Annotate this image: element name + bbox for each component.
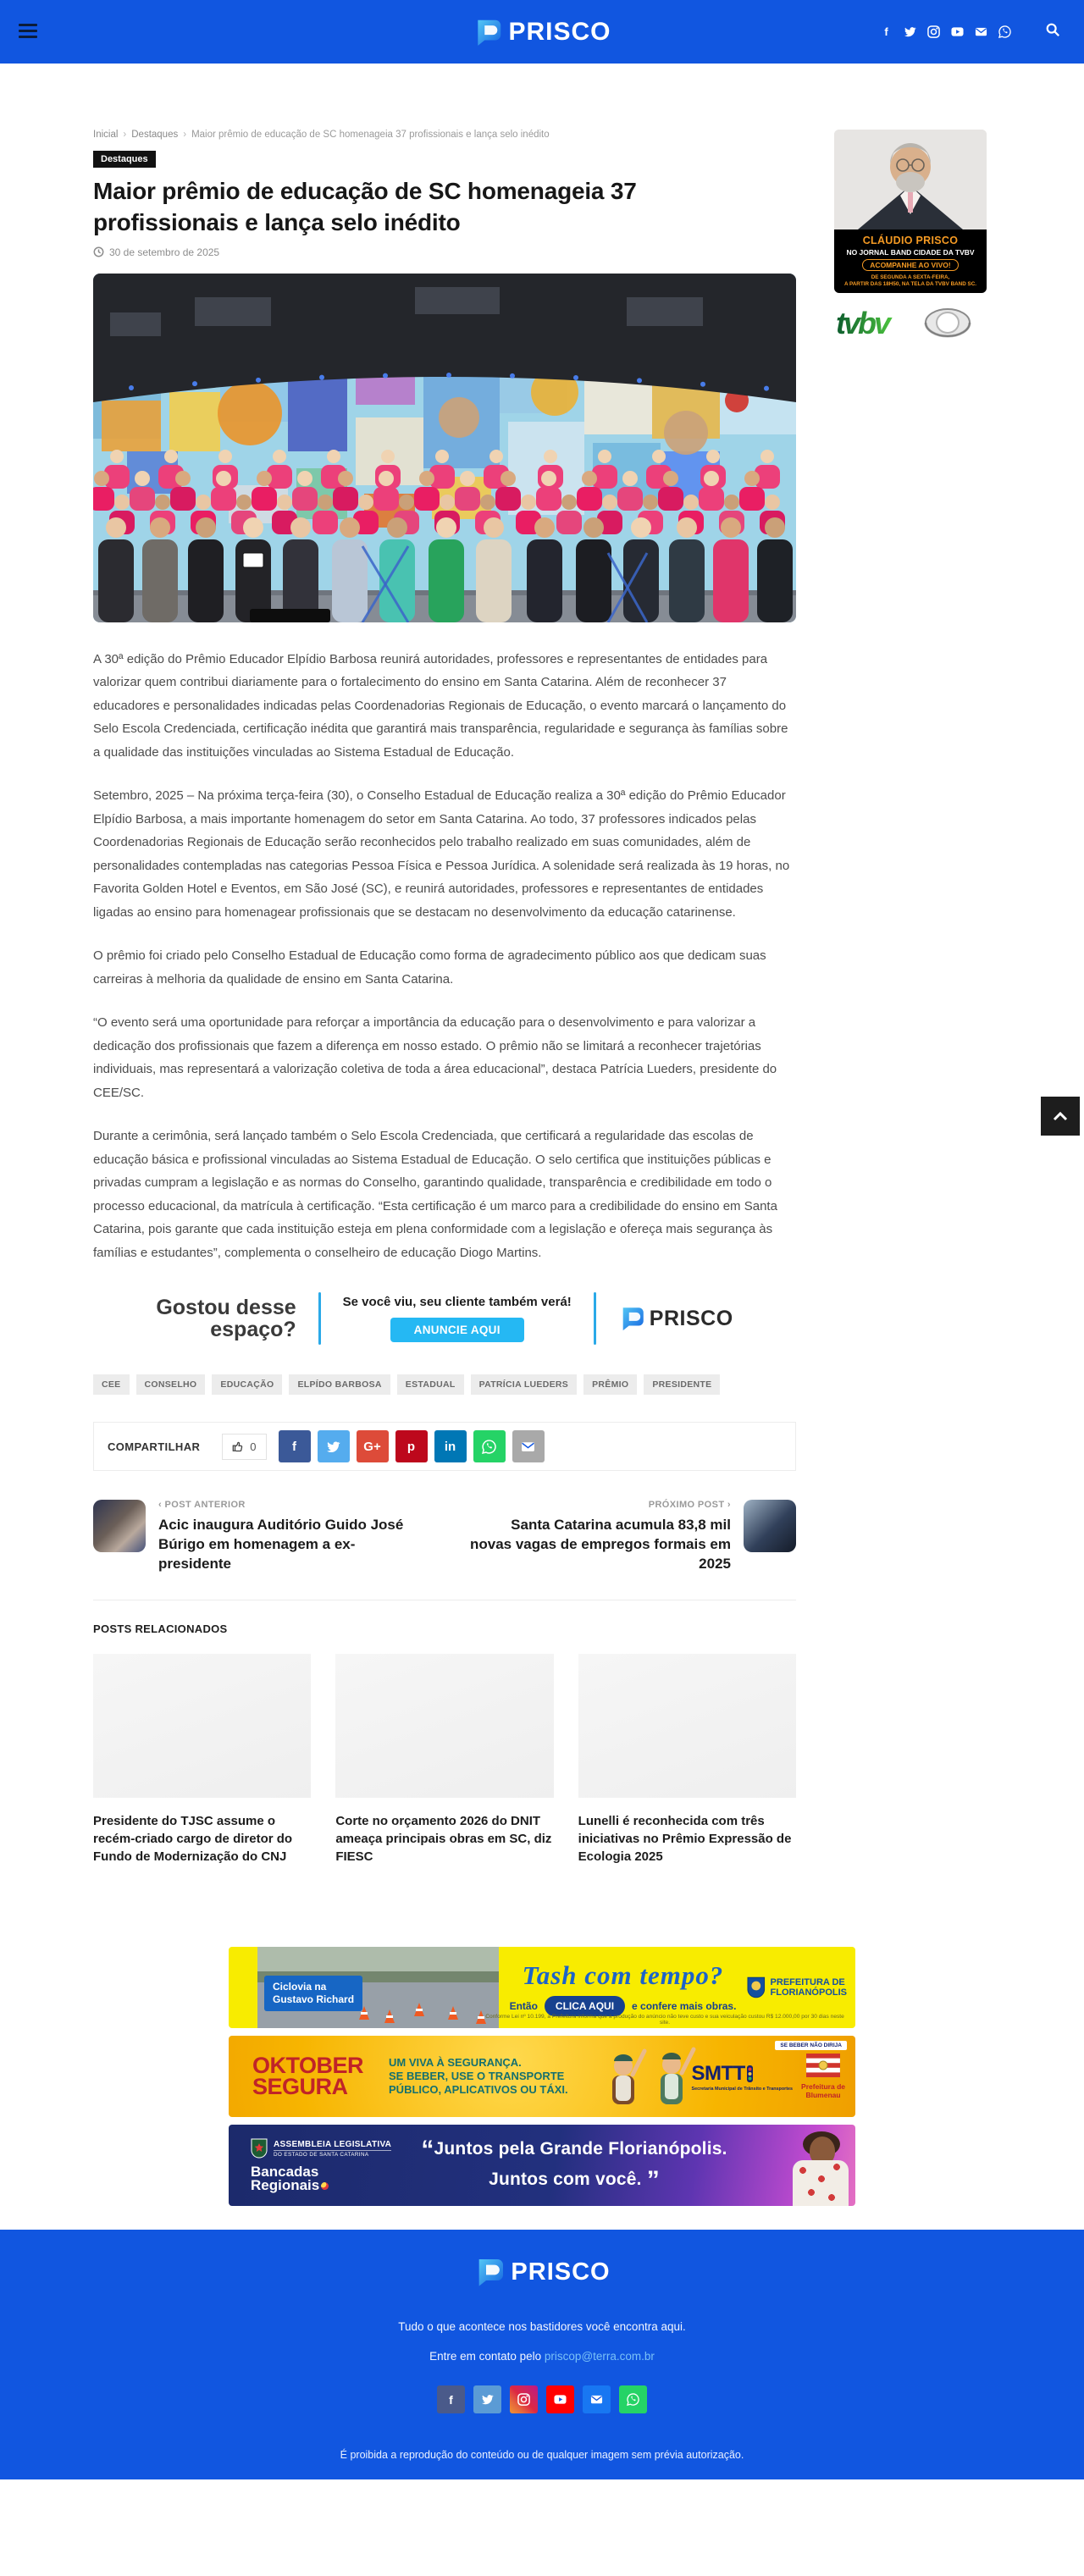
related-post-card[interactable] <box>93 1654 311 1866</box>
promo-phrase: Se você viu, seu cliente também verá! <box>342 1295 572 1310</box>
tag-pill[interactable]: ESTADUAL <box>397 1374 464 1395</box>
footer-tagline: Tudo o que acontece nos bastidores você encontra aqui. <box>398 2320 686 2334</box>
tvbv-logo <box>834 303 912 342</box>
article-paragraph: O prêmio foi criado pelo Conselho Estadual de Educação como forma de agradecimento público aos que dedicam suas carreiras à melhoria da qualidade de ensino em Santa Catarina. <box>93 948 766 987</box>
post-navigation <box>93 1500 796 1574</box>
back-to-top-button[interactable] <box>1041 1097 1080 1136</box>
share-googleplus-button[interactable]: G+ <box>357 1430 389 1462</box>
ad-banner-alesc[interactable] <box>229 2125 855 2206</box>
florianopolis-crest-icon <box>747 1976 766 1998</box>
youtube-icon[interactable] <box>951 25 964 38</box>
advertise-here-button[interactable]: ANUNCIE AQUI <box>390 1318 524 1342</box>
related-post-image-placeholder <box>578 1654 796 1798</box>
like-button[interactable] <box>222 1434 266 1460</box>
tag-pill[interactable]: CONSELHO <box>136 1374 206 1395</box>
promo-divider <box>594 1292 596 1345</box>
oktoberfest-characters <box>568 2036 692 2117</box>
cta-prefix: Então <box>509 2000 538 2013</box>
tag-pill[interactable]: EDUCAÇÃO <box>212 1374 282 1395</box>
smtt-logo: SMTT Secretaria Municipal de Trânsito e Transportes <box>691 2061 794 2092</box>
share-linkedin-button[interactable]: in <box>434 1430 467 1462</box>
previous-post-link[interactable] <box>93 1500 423 1574</box>
footer-contact: Entre em contato pelo priscop@terra.com.br <box>429 2350 655 2363</box>
next-post-label: PRÓXIMO POST › <box>648 1500 731 1511</box>
twitter-icon[interactable] <box>473 2385 501 2413</box>
article-paragraph: A 30ª edição do Prêmio Educador Elpídio Barbosa reunirá autoridades, professores e representantes de entidades para valorizar quem contribui diariamente para o fortalecimento do ensino em Santa Catarina. Além de reconhecer 37 educadores e personalidades indicadas pelas Coordenadorias Regionais de Educação, o evento marcará o lançamento do Selo Escola Credenciada, certificação inédita que garantirá mais transparência, regularidade e segurança às famílias sobre a qualidade das instituições vinculadas ao Sistema Estadual de Educação. <box>93 651 788 760</box>
banner-person-illustration <box>728 2125 855 2206</box>
cta-suffix: e confere mais obras. <box>632 2000 737 2013</box>
related-post-title: Presidente do TJSC assume o recém-criado cargo de diretor do Fundo de Modernização do CNJ <box>93 1814 293 1865</box>
sidebar-ad-photo <box>834 130 987 229</box>
breadcrumb-current: Maior prêmio de educação de SC homenageia 37 profissionais e lança selo inédito <box>191 130 550 140</box>
hamburger-menu-icon[interactable] <box>19 24 37 41</box>
footer-copyright: É proibida a reprodução do conteúdo ou de qualquer imagem sem prévia autorização. <box>340 2449 744 2462</box>
article-date: 30 de setembro de 2025 <box>109 246 220 258</box>
related-post-image-placeholder <box>335 1654 553 1798</box>
bancadas-regionais-label: Bancadas Regionais <box>251 2165 420 2192</box>
banner-quote: “Juntos pela Grande Florianópolis. Juntos com você. ” <box>421 2136 727 2195</box>
instagram-icon[interactable] <box>927 25 940 38</box>
banner-headline: Tash com tempo? <box>522 1960 724 1991</box>
site-logo-text: PRISCO <box>508 17 611 46</box>
facebook-icon[interactable]: f <box>437 2385 465 2413</box>
ad-banner-florianopolis[interactable] <box>229 1947 855 2028</box>
clock-icon <box>93 246 104 257</box>
prefeitura-blumenau-logo: Prefeitura de Blumenau <box>801 2054 845 2099</box>
bancadas-dot-icon <box>321 2182 329 2190</box>
tag-pill[interactable]: PRÊMIO <box>583 1374 637 1395</box>
email-icon[interactable] <box>975 25 987 38</box>
article-hero-image <box>93 274 796 622</box>
roadwork-photo <box>257 1947 499 2028</box>
clica-aqui-button[interactable]: CLICA AQUI <box>545 1996 625 2016</box>
site-logo[interactable] <box>473 16 611 48</box>
whatsapp-icon[interactable] <box>619 2385 647 2413</box>
twitter-icon[interactable] <box>904 25 916 38</box>
promo-divider <box>318 1292 321 1345</box>
related-posts-heading: POSTS RELACIONADOS <box>93 1622 228 1636</box>
next-post-thumbnail <box>744 1500 796 1552</box>
share-label: COMPARTILHAR <box>108 1440 201 1453</box>
advertise-promo-banner[interactable] <box>93 1285 796 1352</box>
band-logo <box>924 306 971 340</box>
related-post-title: Lunelli é reconhecida com três iniciativas no Prêmio Expressão de Ecologia 2025 <box>578 1814 792 1865</box>
promo-question: Gostou desse espaço? <box>156 1296 296 1342</box>
previous-post-thumbnail <box>93 1500 146 1552</box>
prefeitura-florianopolis-logo: PREFEITURA DE FLORIANÓPOLIS <box>747 1947 855 2028</box>
banner-legal-text: Conforme Lei nº 10.199, a Prefeitura informa que a produção do anúncio não teve custo e sua veiculação custou R$ 12.000,00 por 30 dias neste site. <box>485 2014 844 2026</box>
prisco-bubble-icon <box>473 16 505 48</box>
previous-post-label: ‹ POST ANTERIOR <box>158 1500 246 1511</box>
share-whatsapp-button[interactable] <box>473 1430 506 1462</box>
search-icon[interactable] <box>1045 22 1060 41</box>
article-body <box>93 648 796 1265</box>
related-post-title: Corte no orçamento 2026 do DNIT ameaça principais obras em SC, diz FIESC <box>335 1814 552 1865</box>
sidebar-ad-caption: CLÁUDIO PRISCO NO JORNAL BAND CIDADE DA TVBV ACOMPANHE AO VIVO! DE SEGUNDA A SEXTA-FEIRA, A PARTIR DAS 18H50, NA TELA DA TVBV BAND SC. <box>834 229 987 293</box>
header-social-icons <box>880 25 1011 38</box>
alesc-crest-icon <box>251 2138 268 2159</box>
oktober-message: UM VIVA À SEGURANÇA. SE BEBER, USE O TRANSPORTE PÚBLICO, APLICATIVOS OU TÁXI. <box>389 2055 568 2097</box>
article-date-row <box>93 246 796 258</box>
sidebar <box>834 130 995 1866</box>
whatsapp-icon[interactable] <box>998 25 1011 38</box>
facebook-icon[interactable]: f <box>884 25 888 38</box>
thumbs-up-icon <box>232 1440 244 1452</box>
prisco-bubble-icon <box>473 2255 507 2289</box>
footer-social-icons <box>0 2385 1084 2413</box>
footer-logo[interactable]: PRISCO <box>473 2255 610 2289</box>
blumenau-flag-icon <box>806 2054 840 2077</box>
article-paragraph: “O evento será uma oportunidade para reforçar a importância da educação para o desenvolvimento e para valorizar a dedicação dos profissionais que fazem a diferença em nosso estado. O prêmio não se limitará a reconhecer trajetórias individuais, mas representará a valorização coletiva de toda a área educacional”, destaca Patrícia Lueders, presidente do CEE/SC. <box>93 1015 777 1100</box>
promo-prisco-logo: PRISCO <box>618 1304 733 1333</box>
oktober-title: OKTOBER SEGURA <box>252 2052 364 2100</box>
share-email-button[interactable] <box>512 1430 545 1462</box>
site-header <box>0 0 1084 64</box>
tag-pill[interactable]: PATRÍCIA LUEDERS <box>471 1374 578 1395</box>
bottom-ad-banners <box>229 1947 855 2206</box>
like-count: 0 <box>250 1440 257 1453</box>
tag-pill[interactable]: ELPÍDO BARBOSA <box>289 1374 390 1395</box>
breadcrumb: Inicial › Destaques › Maior prêmio de educação de SC homenageia 37 profissionais e lança selo inédito <box>93 130 550 140</box>
email-icon[interactable] <box>583 2385 611 2413</box>
next-post-title: Santa Catarina acumula 83,8 mil novas vagas de empregos formais em 2025 <box>469 1517 731 1573</box>
article-paragraph: Durante a cerimônia, será lançado também o Selo Escola Credenciada, que certificará a regularidade das escolas de educação básica e profissional vinculadas ao Sistema Estadual de Educação. O selo certifica que instituições públicas e privadas cumpram a legislação e as normas do Conselho, garantindo qualidade, transparência e credibilidade em todo o processo educacional, da matrícula à certificação. “Esta certificação é um marco para a credibilidade do ensino em Santa Catarina, pois garante que cada instituição esteja em plena conformidade com a legislação e ofereça mais segurança às famílias e estudantes”, complementa o conselheiro de educação Diogo Martins. <box>93 1129 777 1260</box>
share-bar <box>93 1422 796 1471</box>
related-post-image-placeholder <box>93 1654 311 1798</box>
chevron-up-icon <box>1053 1111 1068 1121</box>
related-posts-section <box>93 1622 796 1866</box>
se-beber-nao-dirija-badge: SE BEBER NÃO DIRIJA <box>775 2041 847 2050</box>
breadcrumb-section[interactable]: Destaques <box>131 130 179 140</box>
alesc-logo: ASSEMBLEIA LEGISLATIVA DO ESTADO DE SANTA CATARINA <box>251 2138 420 2159</box>
instagram-icon[interactable] <box>510 2385 538 2413</box>
traffic-light-icon <box>747 2065 753 2082</box>
previous-post-title: Acic inaugura Auditório Guido José Búrigo em homenagem a ex-presidente <box>158 1517 404 1573</box>
related-post-card[interactable] <box>578 1654 796 1866</box>
svg-text:tvbv: tvbv <box>836 306 889 340</box>
site-footer <box>0 2230 1084 2479</box>
next-post-link[interactable] <box>466 1500 796 1574</box>
photo-label: Ciclovia na Gustavo Richard <box>264 1976 362 2011</box>
youtube-icon[interactable] <box>546 2385 574 2413</box>
prisco-bubble-icon <box>618 1304 647 1333</box>
share-facebook-button[interactable]: f <box>279 1430 311 1462</box>
sidebar-ad-claudio-prisco[interactable] <box>834 130 987 342</box>
breadcrumb-home[interactable]: Inicial <box>93 130 119 140</box>
tag-list <box>93 1374 796 1395</box>
category-badge[interactable]: Destaques <box>93 151 156 168</box>
related-post-card[interactable] <box>335 1654 553 1866</box>
article-paragraph: Setembro, 2025 – Na próxima terça-feira (30), o Conselho Estadual de Educação realiza a 30ª edição do Prêmio Educador Elpídio Barbosa, a mais importante homenagem do setor em Santa Catarina. Ao todo, 37 professores indicados pelas Coordenadorias Regionais de Educação serão reconhecidos pelo trabalho realizado em suas comunidades, além de personalidades contempladas nas categorias Pessoa Física e Pessoa Jurídica. A solenidade será realizada às 19 horas, no Favorita Golden Hotel e Eventos, em São José (SC), e reunirá autoridades, professores e representantes de entidades ligadas ao ensino para homenagear profissionais que se destacam no desenvolvimento da educação catarinense. <box>93 788 790 920</box>
ad-banner-oktober-segura[interactable] <box>229 2036 855 2117</box>
tag-pill[interactable]: CEE <box>93 1374 130 1395</box>
share-pinterest-button[interactable]: p <box>395 1430 428 1462</box>
contact-email-link[interactable]: priscop@terra.com.br <box>544 2350 655 2363</box>
tag-pill[interactable]: PRESIDENTE <box>644 1374 720 1395</box>
article-title: Maior prêmio de educação de SC homenageia 37 profissionais e lança selo inédito <box>93 178 637 235</box>
share-twitter-button[interactable] <box>318 1430 350 1462</box>
